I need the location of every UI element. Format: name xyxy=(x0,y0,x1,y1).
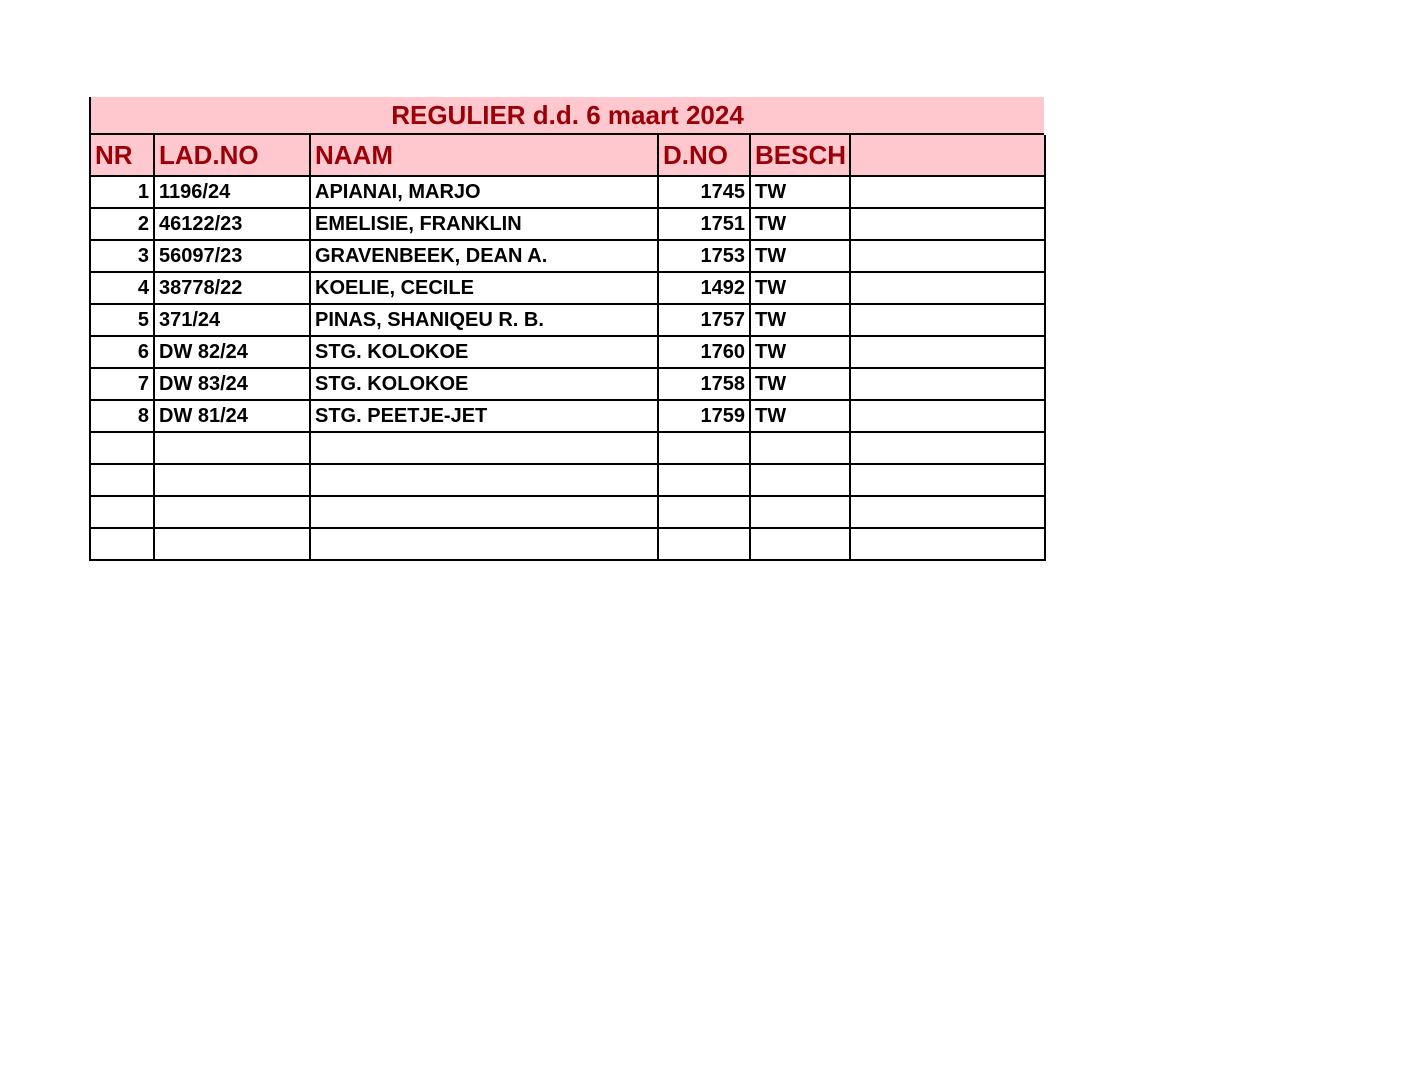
cell-naam[interactable]: PINAS, SHANIQEU R. B. xyxy=(310,304,658,336)
table-row xyxy=(90,208,1045,240)
cell-besch[interactable]: TW xyxy=(750,240,850,272)
cell-extra[interactable] xyxy=(850,432,1045,464)
cell-d-no[interactable]: 1753 xyxy=(658,240,750,272)
cell-d-no[interactable] xyxy=(658,496,750,528)
header-nr: NR xyxy=(90,135,154,176)
cell-d-no[interactable]: 1757 xyxy=(658,304,750,336)
cell-extra[interactable] xyxy=(850,528,1045,560)
table-row xyxy=(90,400,1045,432)
cell-d-no[interactable] xyxy=(658,464,750,496)
table-row xyxy=(90,336,1045,368)
header-lad-no: LAD.NO xyxy=(154,135,310,176)
cell-lad-no[interactable]: DW 82/24 xyxy=(154,336,310,368)
cell-naam[interactable]: KOELIE, CECILE xyxy=(310,272,658,304)
cell-nr[interactable]: 8 xyxy=(90,400,154,432)
cell-extra[interactable] xyxy=(850,272,1045,304)
table-row xyxy=(90,496,1045,528)
table-row xyxy=(90,304,1045,336)
cell-besch[interactable]: TW xyxy=(750,400,850,432)
cell-d-no[interactable]: 1751 xyxy=(658,208,750,240)
cell-nr[interactable] xyxy=(90,432,154,464)
cell-lad-no[interactable] xyxy=(154,464,310,496)
cell-d-no[interactable]: 1492 xyxy=(658,272,750,304)
cell-lad-no[interactable]: DW 83/24 xyxy=(154,368,310,400)
cell-d-no[interactable] xyxy=(658,432,750,464)
table-row xyxy=(90,272,1045,304)
table-row xyxy=(90,368,1045,400)
cell-extra[interactable] xyxy=(850,240,1045,272)
cell-extra[interactable] xyxy=(850,208,1045,240)
cell-nr[interactable]: 6 xyxy=(90,336,154,368)
cell-lad-no[interactable]: 371/24 xyxy=(154,304,310,336)
cell-d-no[interactable]: 1760 xyxy=(658,336,750,368)
cell-naam[interactable] xyxy=(310,464,658,496)
cell-d-no[interactable]: 1758 xyxy=(658,368,750,400)
cell-naam[interactable]: EMELISIE, FRANKLIN xyxy=(310,208,658,240)
cell-besch[interactable]: TW xyxy=(750,176,850,208)
cell-naam[interactable] xyxy=(310,432,658,464)
cell-nr[interactable]: 1 xyxy=(90,176,154,208)
cell-naam[interactable] xyxy=(310,528,658,560)
cell-lad-no[interactable] xyxy=(154,496,310,528)
cell-nr[interactable]: 5 xyxy=(90,304,154,336)
cell-lad-no[interactable]: 46122/23 xyxy=(154,208,310,240)
cell-nr[interactable]: 3 xyxy=(90,240,154,272)
cell-besch[interactable] xyxy=(750,432,850,464)
table-row xyxy=(90,176,1045,208)
cell-besch[interactable]: TW xyxy=(750,336,850,368)
cell-naam[interactable]: APIANAI, MARJO xyxy=(310,176,658,208)
cell-nr[interactable] xyxy=(90,464,154,496)
cell-extra[interactable] xyxy=(850,368,1045,400)
cell-besch[interactable] xyxy=(750,496,850,528)
table-row xyxy=(90,432,1045,464)
cell-besch[interactable]: TW xyxy=(750,272,850,304)
spreadsheet xyxy=(89,97,1044,561)
cell-lad-no[interactable]: 56097/23 xyxy=(154,240,310,272)
cell-extra[interactable] xyxy=(850,400,1045,432)
header-d-no: D.NO xyxy=(658,135,750,176)
cell-nr[interactable] xyxy=(90,496,154,528)
cell-besch[interactable] xyxy=(750,464,850,496)
cell-extra[interactable] xyxy=(850,304,1045,336)
cell-extra[interactable] xyxy=(850,336,1045,368)
cell-nr[interactable]: 4 xyxy=(90,272,154,304)
table-row xyxy=(90,528,1045,560)
header-row xyxy=(90,135,1045,176)
header-naam: NAAM xyxy=(310,135,658,176)
cell-naam[interactable]: GRAVENBEEK, DEAN A. xyxy=(310,240,658,272)
header-besch: BESCH xyxy=(750,135,850,176)
cell-extra[interactable] xyxy=(850,496,1045,528)
cell-nr[interactable]: 2 xyxy=(90,208,154,240)
cell-lad-no[interactable] xyxy=(154,432,310,464)
cell-d-no[interactable] xyxy=(658,528,750,560)
cell-extra[interactable] xyxy=(850,464,1045,496)
cell-naam[interactable]: STG. PEETJE-JET xyxy=(310,400,658,432)
cell-besch[interactable]: TW xyxy=(750,304,850,336)
table-row xyxy=(90,464,1045,496)
cell-besch[interactable] xyxy=(750,528,850,560)
cell-extra[interactable] xyxy=(850,176,1045,208)
header-extra xyxy=(850,135,1045,176)
cell-nr[interactable]: 7 xyxy=(90,368,154,400)
data-table xyxy=(89,135,1046,561)
cell-lad-no[interactable] xyxy=(154,528,310,560)
cell-lad-no[interactable]: 38778/22 xyxy=(154,272,310,304)
cell-besch[interactable]: TW xyxy=(750,368,850,400)
cell-lad-no[interactable]: DW 81/24 xyxy=(154,400,310,432)
cell-lad-no[interactable]: 1196/24 xyxy=(154,176,310,208)
cell-naam[interactable] xyxy=(310,496,658,528)
cell-d-no[interactable]: 1745 xyxy=(658,176,750,208)
cell-nr[interactable] xyxy=(90,528,154,560)
table-row xyxy=(90,240,1045,272)
cell-besch[interactable]: TW xyxy=(750,208,850,240)
cell-naam[interactable]: STG. KOLOKOE xyxy=(310,336,658,368)
sheet-title: REGULIER d.d. 6 maart 2024 xyxy=(89,97,1044,135)
cell-naam[interactable]: STG. KOLOKOE xyxy=(310,368,658,400)
cell-d-no[interactable]: 1759 xyxy=(658,400,750,432)
